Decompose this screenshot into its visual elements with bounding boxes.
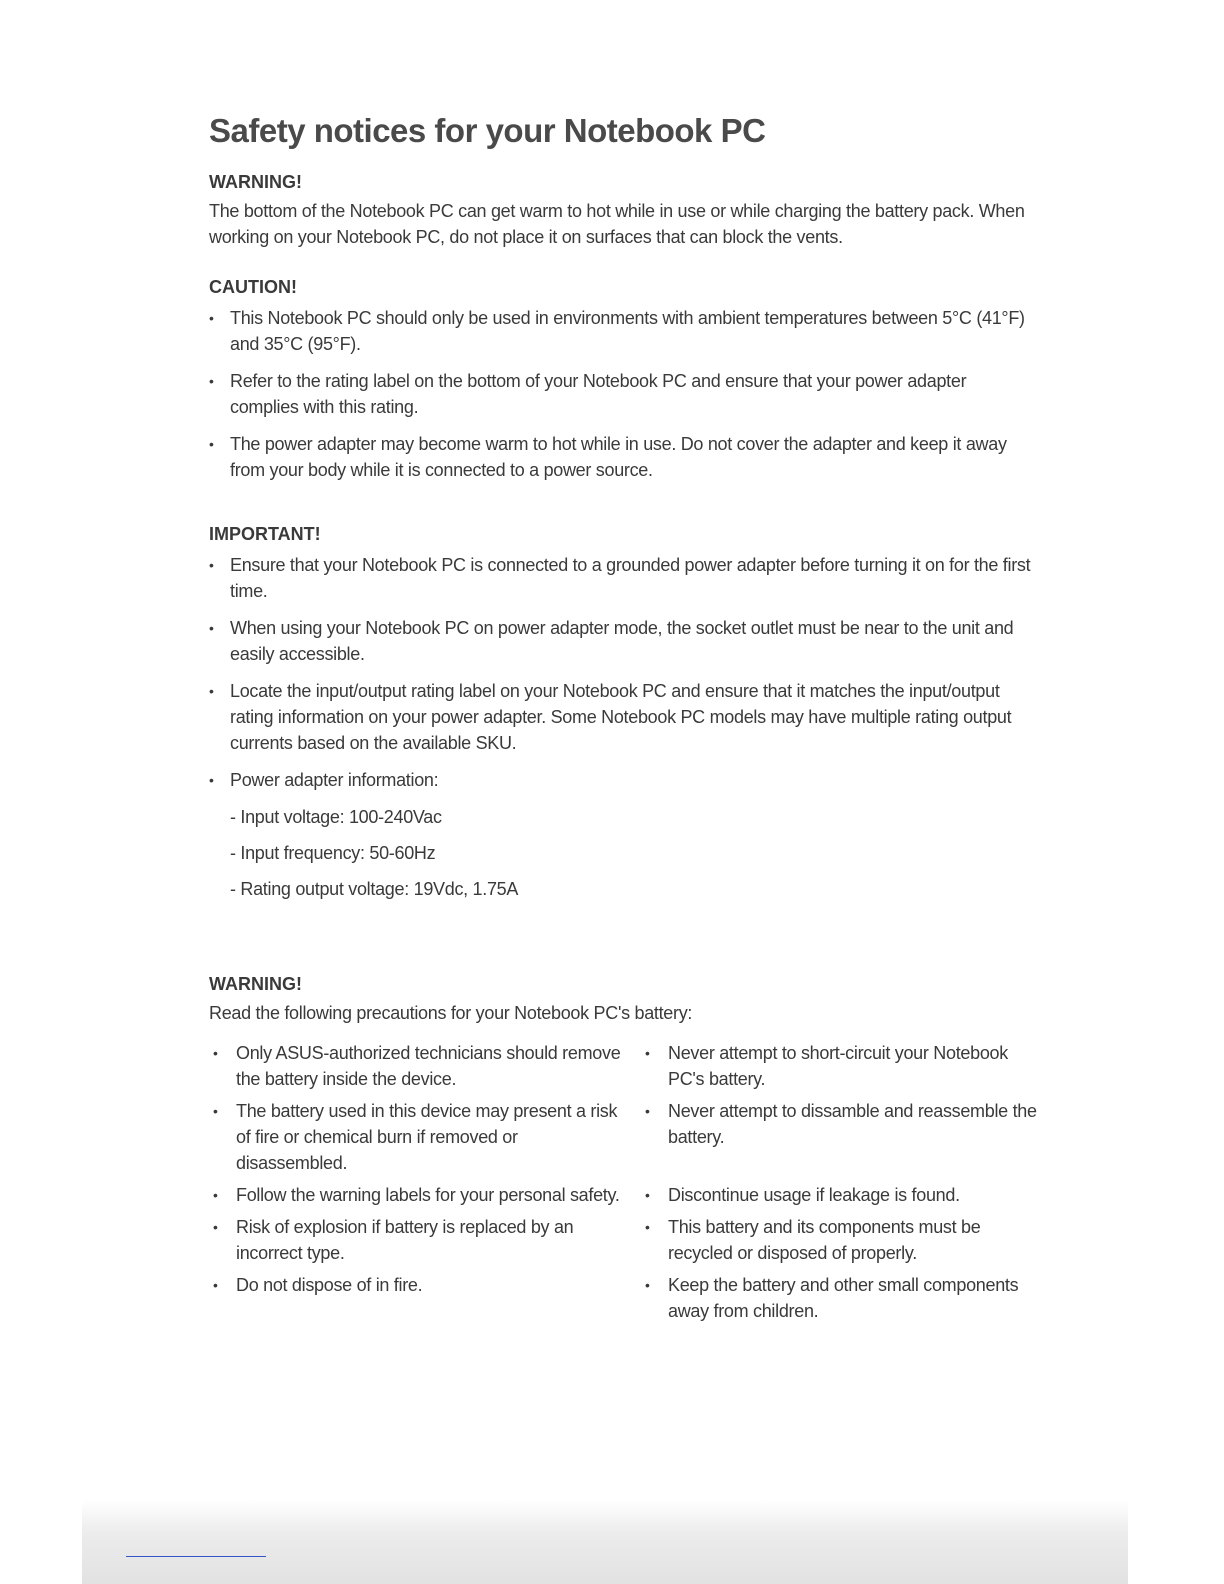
precaution-row (213, 1098, 1043, 1176)
list-item: • Never attempt to dissamble and reassemble the battery. (645, 1098, 1043, 1176)
battery-precautions-grid (213, 1040, 1043, 1330)
bullet-icon: • (209, 620, 214, 636)
list-item: • Ensure that your Notebook PC is connected to a grounded power adapter before turning it on for the first time. (209, 552, 1039, 604)
bullet-icon: • (645, 1219, 650, 1235)
list-item: • Do not dispose of in fire. (213, 1272, 645, 1324)
bullet-icon: • (209, 683, 214, 699)
important-section (209, 522, 1039, 912)
bullet-icon: • (209, 310, 214, 326)
list-item: • Power adapter information: (209, 767, 1039, 793)
bullet-icon: • (645, 1045, 650, 1061)
list-item: • Follow the warning labels for your personal safety. (213, 1182, 645, 1208)
scan-line (126, 1556, 266, 1557)
bullet-icon: • (209, 772, 214, 788)
list-item: • Only ASUS-authorized technicians should remove the battery inside the device. (213, 1040, 645, 1092)
caution-section (209, 275, 1039, 494)
list-item: • Refer to the rating label on the bottom of your Notebook PC and ensure that your power adapter complies with this rating. (209, 368, 1039, 420)
caution-heading: CAUTION! (209, 277, 297, 297)
bullet-icon: • (645, 1277, 650, 1293)
warning-text: The bottom of the Notebook PC can get warm to hot while in use or while charging the battery pack. When working on your Notebook PC, do not place it on surfaces that can block the vents. (209, 201, 1025, 247)
important-heading: IMPORTANT! (209, 524, 321, 544)
bullet-icon: • (645, 1187, 650, 1203)
list-item: • Never attempt to short-circuit your Notebook PC's battery. (645, 1040, 1043, 1092)
battery-warning-heading: WARNING! (209, 974, 302, 994)
bullet-icon: • (213, 1103, 218, 1119)
precaution-row (213, 1040, 1043, 1092)
bullet-icon: • (213, 1277, 218, 1293)
list-item: • Keep the battery and other small components away from children. (645, 1272, 1043, 1324)
list-item: • When using your Notebook PC on power adapter mode, the socket outlet must be near to the unit and easily accessible. (209, 615, 1039, 667)
bullet-icon: • (209, 436, 214, 452)
list-item: • This Notebook PC should only be used in environments with ambient temperatures between 5°C (41°F) and 35°C (95°F). (209, 305, 1039, 357)
bullet-icon: • (213, 1187, 218, 1203)
precaution-row (213, 1214, 1043, 1266)
adapter-spec-input-frequency: - Input frequency: 50-60Hz (230, 843, 436, 863)
adapter-spec-input-voltage: - Input voltage: 100-240Vac (230, 807, 442, 827)
adapter-spec-output-voltage: - Rating output voltage: 19Vdc, 1.75A (230, 879, 519, 899)
list-item: • This battery and its components must be recycled or disposed of properly. (645, 1214, 1043, 1266)
battery-warning-section (209, 972, 1039, 1026)
list-item: • The power adapter may become warm to hot while in use. Do not cover the adapter and keep it away from your body while it is connected to a power source. (209, 431, 1039, 483)
bullet-icon: • (213, 1045, 218, 1061)
warning-section-vents (209, 170, 1039, 250)
caution-list (209, 305, 1039, 483)
battery-warning-intro: Read the following precautions for your Notebook PC's battery: (209, 1003, 693, 1023)
bullet-icon: • (645, 1103, 650, 1119)
precaution-row (213, 1272, 1043, 1324)
scan-edge-shadow (82, 1500, 1128, 1584)
list-item: • Discontinue usage if leakage is found. (645, 1182, 1043, 1208)
page-title: Safety notices for your Notebook PC (209, 112, 766, 149)
important-list (209, 552, 1039, 793)
list-item: • Locate the input/output rating label on your Notebook PC and ensure that it matches the input/output rating information on your power adapter. Some Notebook PC models may have multiple rating output currents based on the available SKU. (209, 678, 1039, 756)
warning-heading: WARNING! (209, 172, 302, 192)
list-item: • Risk of explosion if battery is replaced by an incorrect type. (213, 1214, 645, 1266)
list-item: • The battery used in this device may present a risk of fire or chemical burn if removed or disassembled. (213, 1098, 645, 1176)
precaution-row (213, 1182, 1043, 1208)
bullet-icon: • (209, 557, 214, 573)
bullet-icon: • (213, 1219, 218, 1235)
bullet-icon: • (209, 373, 214, 389)
